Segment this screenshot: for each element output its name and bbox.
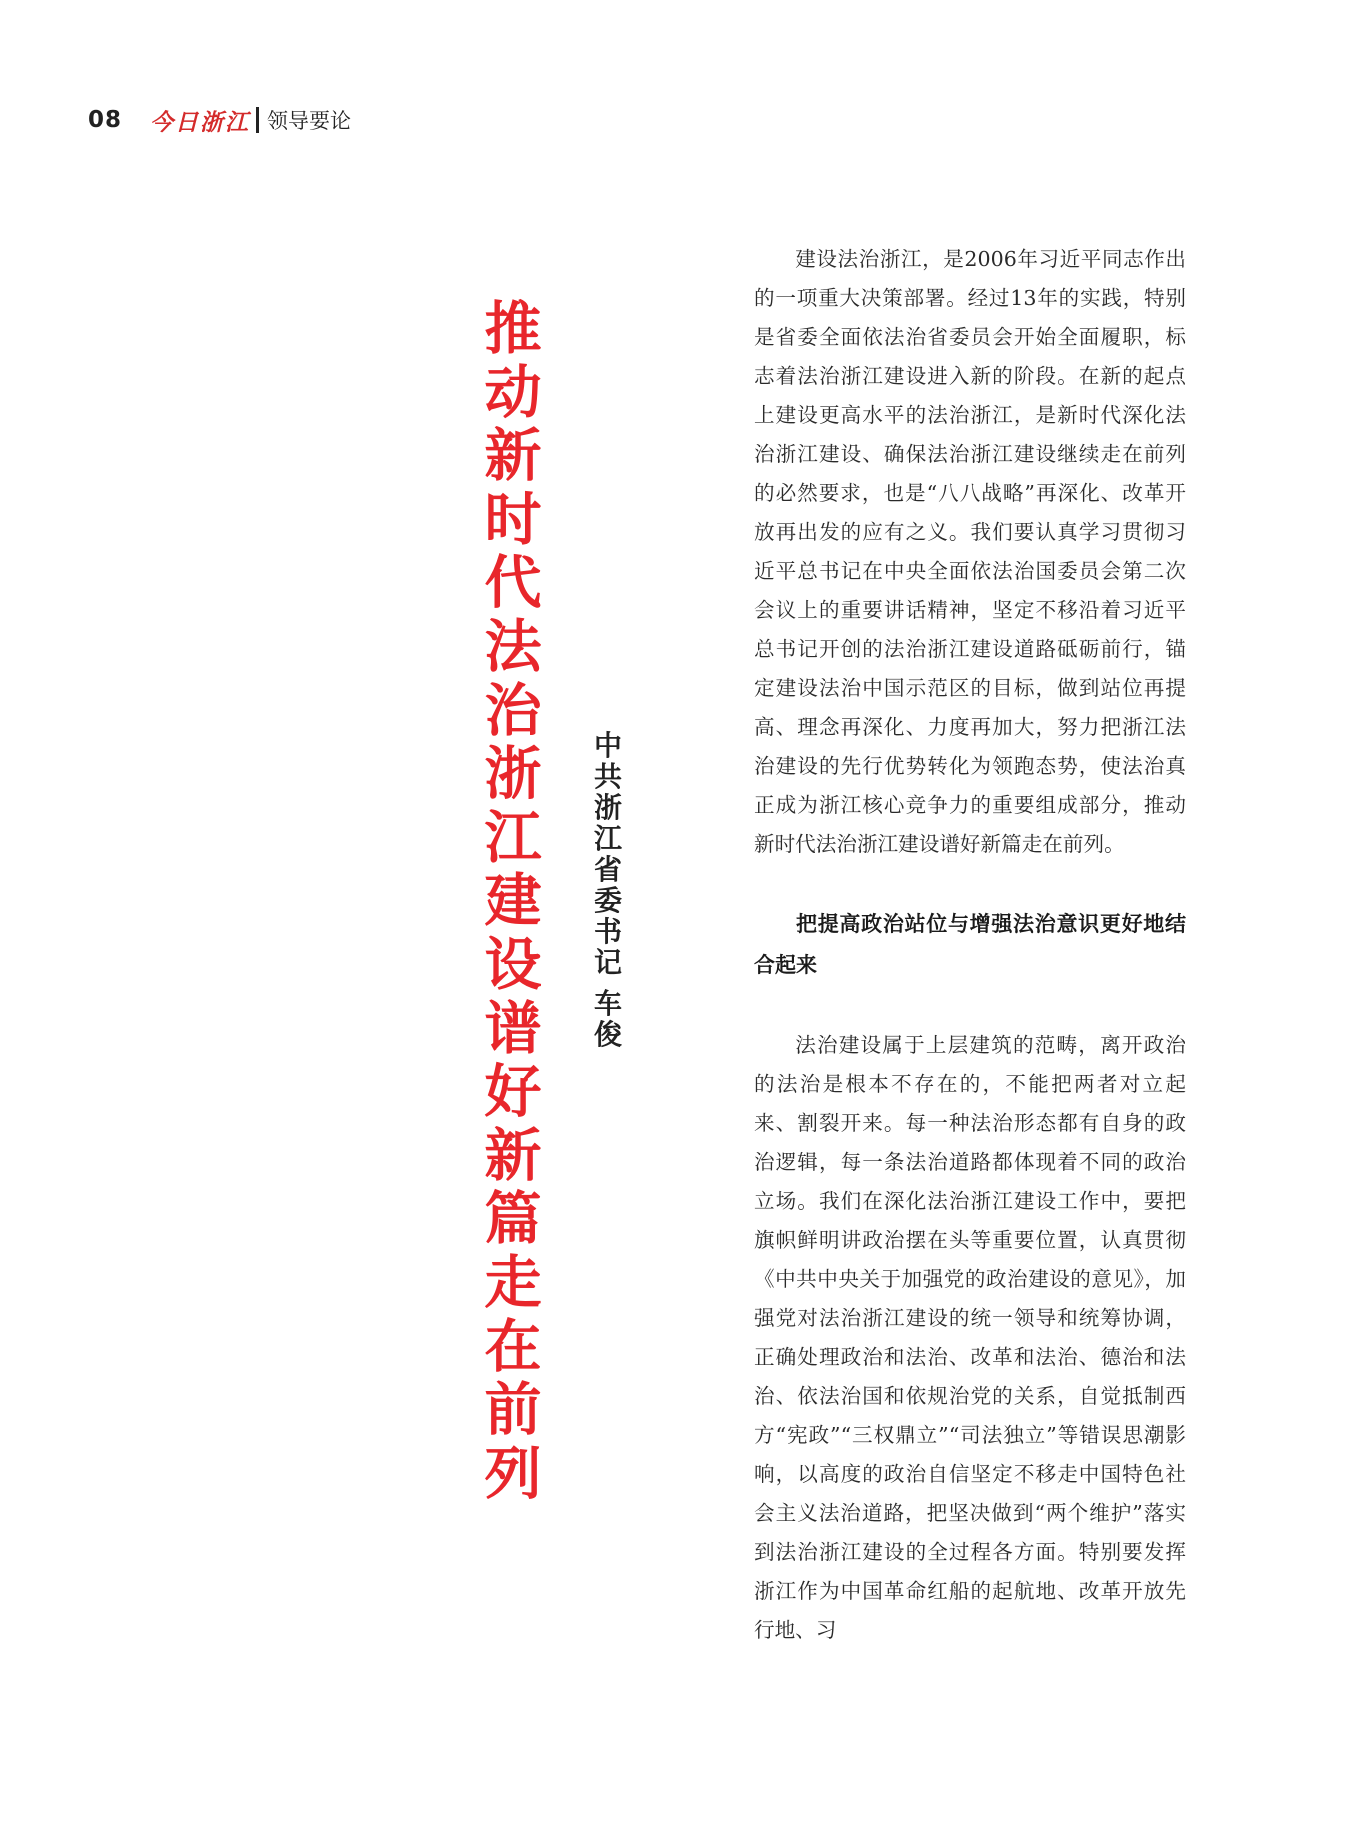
header-divider bbox=[256, 107, 259, 133]
author-title: 中共浙江省委书记 bbox=[593, 729, 622, 979]
magazine-logo: 今日浙江 bbox=[150, 108, 251, 136]
article-headline: 推动新时代法治浙江建设谱好新篇走在前列 bbox=[484, 296, 542, 1507]
author-name-char: 车 bbox=[593, 987, 622, 1020]
page-number: 08 bbox=[88, 107, 123, 133]
article-paragraph: 法治建设属于上层建筑的范畴，离开政治的法治是根本不存在的，不能把两者对立起来、割裂开来。每一种法治形态都有自身的政治逻辑，每一条法治道路都体现着不同的政治立场。我们在深化法治浙江建设工作中，要把旗帜鲜明讲政治摆在头等重要位置，认真贯彻《中共中央关于加强党的政治建设的意见》，加强党对法治浙江建设的统一领导和统筹协调，正确处理政治和法治、改革和法治、德治和法治、依法治国和依规治党的关系，自觉抵制西方“宪政”“三权鼎立”“司法独立”等错误思潮影响，以高度的政治自信坚定不移走中国特色社会主义法治道路，把坚决做到“两个维护”落实到法治浙江建设的全过程各方面。特别要发挥浙江作为中国革命红船的起航地、改革开放先行地、习 bbox=[754, 1033, 1186, 1642]
author-name-char: 俊 bbox=[593, 1018, 622, 1051]
section-name: 领导要论 bbox=[267, 109, 352, 133]
page-header bbox=[88, 100, 351, 140]
section-subheading: 把提高政治站位与增强法治意识更好地结合起来 bbox=[754, 912, 1186, 977]
author-name bbox=[588, 988, 628, 1050]
article-body bbox=[754, 240, 1186, 1650]
article-paragraph: 建设法治浙江，是2006年习近平同志作出的一项重大决策部署。经过13年的实践，特别是省委全面依法治省委员会开始全面履职，标志着法治浙江建设进入新的阶段。在新的起点上建设更高水平的法治浙江，是新时代深化法治浙江建设、确保法治浙江建设继续走在前列的必然要求，也是“八八战略”再深化、改革开放再出发的应有之义。我们要认真学习贯彻习近平总书记在中央全面依法治国委员会第二次会议上的重要讲话精神，坚定不移沿着习近平总书记开创的法治浙江建设道路砥砺前行，锚定建设法治中国示范区的目标，做到站位再提高、理念再深化、力度再加大，努力把浙江法治建设的先行优势转化为领跑态势，使法治真正成为浙江核心竞争力的重要组成部分，推动新时代法治浙江建设谱好新篇走在前列。 bbox=[754, 247, 1186, 856]
author-byline bbox=[588, 730, 628, 1050]
